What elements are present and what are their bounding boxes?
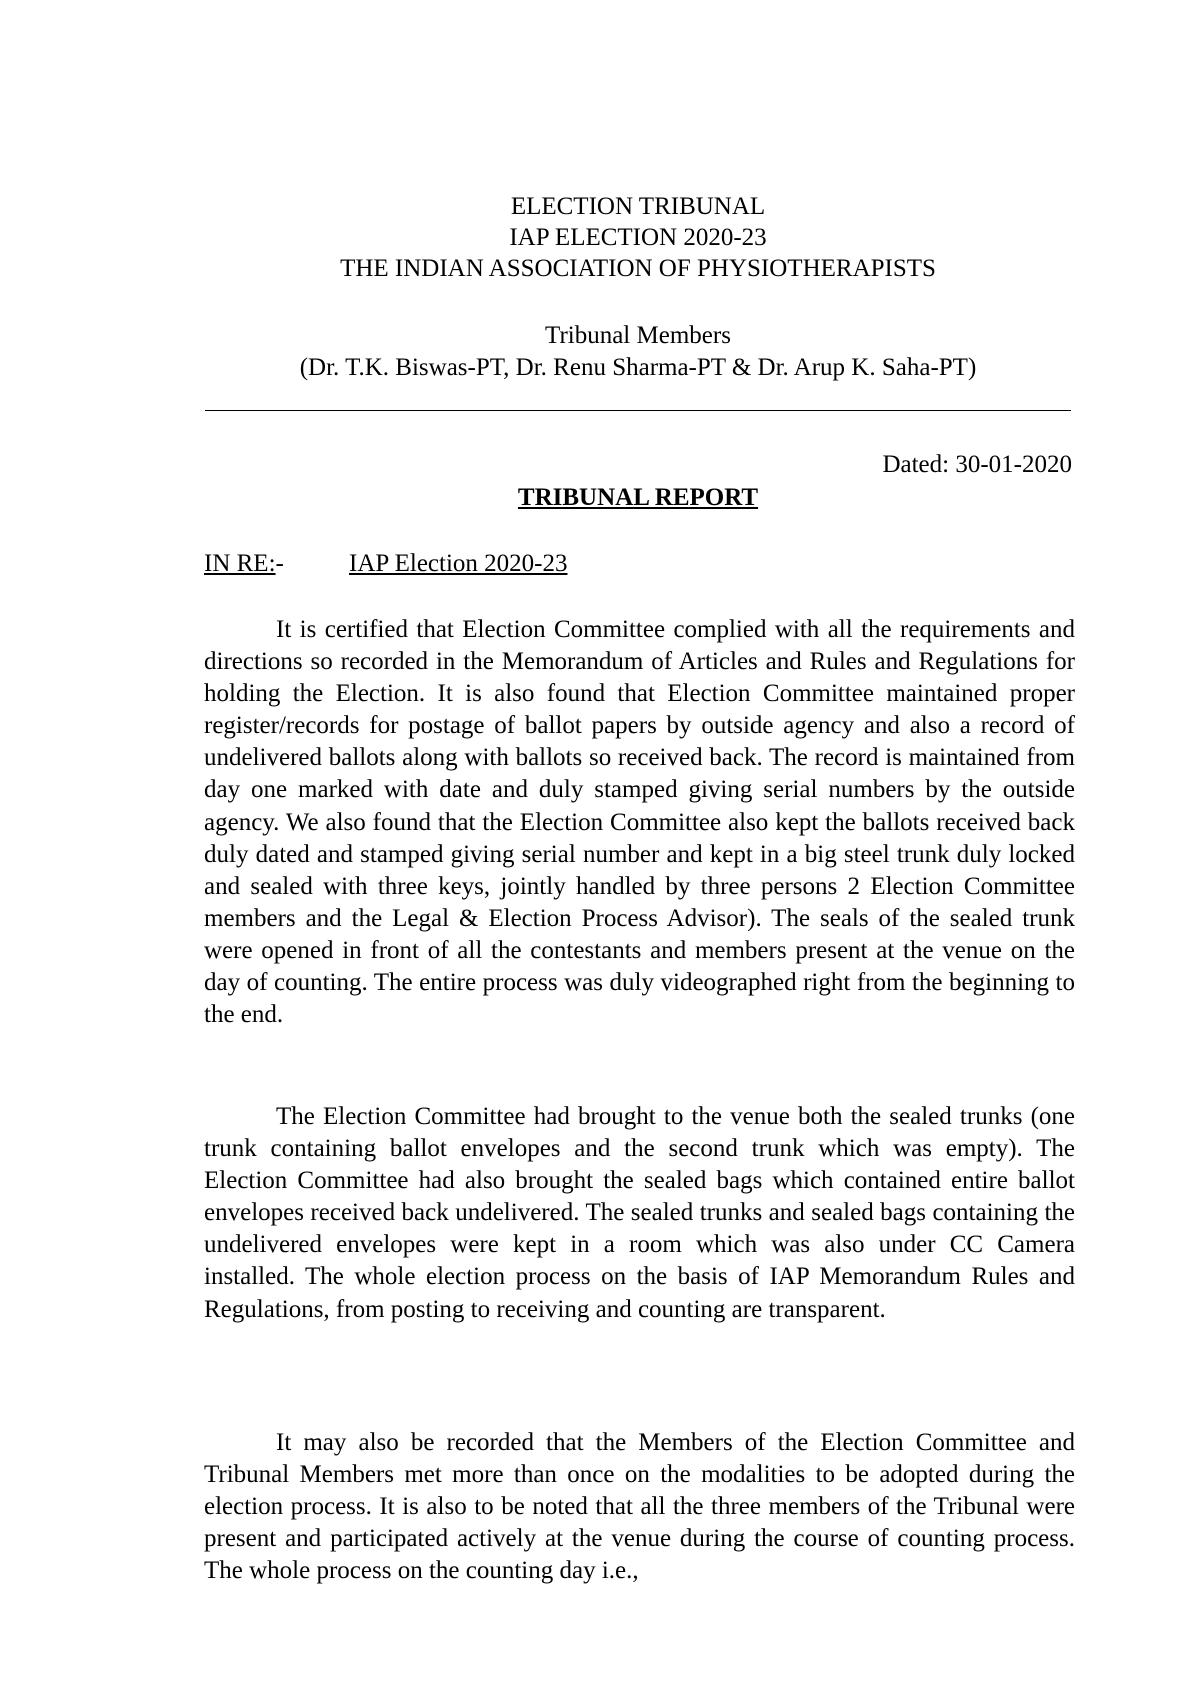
members-label: Tribunal Members: [545, 322, 731, 349]
date-line: Dated: 30-01-2020: [882, 451, 1072, 478]
paragraph-members-meeting: It may also be recorded that the Members of the Election Committee and Tribunal Members met more than once on the modalities to be adopted during the election process. It is also to be noted that all the three members of the Tribunal were present and participated actively at the venue during the course of counting process. The whole process on the counting day i.e.,: [204, 1429, 1075, 1585]
in-re-label: [204, 548, 284, 580]
in-re-label-text: IN RE:: [204, 550, 276, 577]
tribunal-heading: ELECTION TRIBUNAL: [510, 193, 766, 220]
in-re-separator: -: [275, 550, 284, 577]
report-title: TRIBUNAL REPORT: [517, 484, 759, 511]
in-re-value: IAP Election 2020-23: [349, 550, 568, 577]
paragraph-certification: It is certified that Election Committee complied with all the requirements and directions so recorded in the Memorandum of Articles and Rules and Regulations for holding the Election. It is also found that Election Committee maintained proper register/records for postage of ballot papers by outside agency and also a record of undelivered ballots along with ballots so received back. The record is maintained from day one marked with date and duly stamped giving serial numbers by the outside agency. We also found that the Election Committee also kept the ballots received back duly dated and stamped giving serial number and kept in a big steel trunk duly locked and sealed with three keys, jointly handled by three persons 2 Election Committee members and the Legal & Election Process Advisor). The seals of the sealed trunk were opened in front of all the contestants and members present at the venue on the day of counting. The entire process was duly videographed right from the beginning to the end.: [204, 616, 1075, 1029]
election-heading: IAP ELECTION 2020-23: [509, 224, 767, 251]
members-names: (Dr. T.K. Biswas-PT, Dr. Renu Sharma-PT & Dr. Arup K. Saha-PT): [299, 354, 977, 381]
horizontal-divider: [205, 410, 1071, 411]
association-heading: THE INDIAN ASSOCIATION OF PHYSIOTHERAPISTS: [340, 255, 936, 282]
paragraph-sealed-trunks: The Election Committee had brought to the venue both the sealed trunks (one trunk containing ballot envelopes and the second trunk which was empty). The Election Committee had also brought the sealed bags which contained entire ballot envelopes received back undelivered. The sealed trunks and sealed bags containing the undelivered envelopes were kept in a room which was also under CC Camera installed. The whole election process on the basis of IAP Memorandum Rules and Regulations, from posting to receiving and counting are transparent.: [204, 1103, 1075, 1323]
